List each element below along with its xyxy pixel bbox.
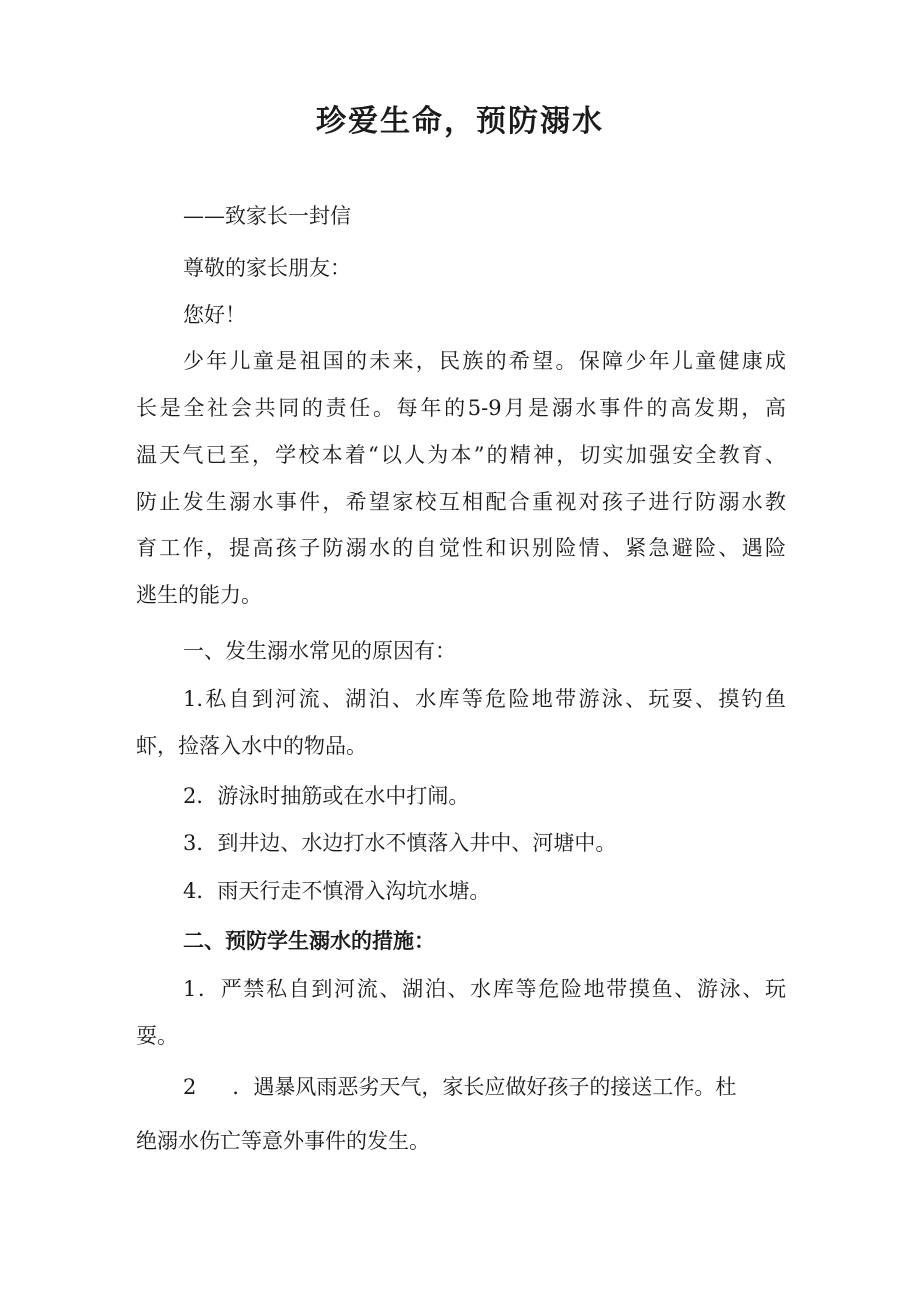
section2-item1-line1: 1．严禁私自到河流、湖泊、水库等危险地带摸鱼、游泳、玩 — [183, 977, 786, 1001]
salutation: 尊敬的家长朋友： — [183, 256, 351, 280]
section1-heading: 一、发生溺水常见的原因有： — [183, 639, 456, 663]
intro-line-1: 少年儿童是祖国的未来，民族的希望。保障少年儿童健康成 — [183, 349, 786, 373]
section1-item1-line2: 虾，捡落入水中的物品。 — [136, 734, 367, 758]
section2-item2-line1 — [183, 1072, 736, 1102]
subtitle: ——致家长一封信 — [183, 204, 351, 228]
section2-item2-line2: 绝溺水伤亡等意外事件的发生。 — [136, 1129, 430, 1153]
section1-item2: 2．游泳时抽筋或在水中打闹。 — [183, 784, 470, 808]
intro-line-6: 逃生的能力。 — [136, 583, 262, 607]
section2-item1-line2: 耍。 — [136, 1024, 178, 1048]
section2-item2-text: ．遇暴风雨恶劣天气，家长应做好孩子的接送工作。杜 — [232, 1075, 737, 1099]
section1-item4: 4．雨天行走不慎滑入沟坑水塘。 — [183, 879, 491, 903]
intro-line-3: 温天气已至，学校本着“以人为本”的精神，切实加强安全教育、 — [136, 443, 786, 467]
section1-item1-line1: 1.私自到河流、湖泊、水库等危险地带游泳、玩耍、摸钓鱼 — [183, 687, 786, 711]
intro-line-5: 育工作，提高孩子防溺水的自觉性和识别险情、紧急避险、遇险 — [136, 536, 786, 560]
intro-line-4: 防止发生溺水事件，希望家校互相配合重视对孩子进行防溺水教 — [136, 490, 786, 514]
section1-item3: 3．到井边、水边打水不慎落入井中、河塘中。 — [183, 831, 617, 855]
greeting: 您好！ — [183, 303, 246, 327]
section2-item2-number: 2 — [183, 1075, 197, 1099]
intro-line-2: 长是全社会共同的责任。每年的5-9月是溺水事件的高发期，高 — [136, 396, 786, 420]
page-title: 珍爱生命，预防溺水 — [316, 104, 604, 139]
section2-heading: 二、预防学生溺水的措施： — [183, 929, 435, 953]
